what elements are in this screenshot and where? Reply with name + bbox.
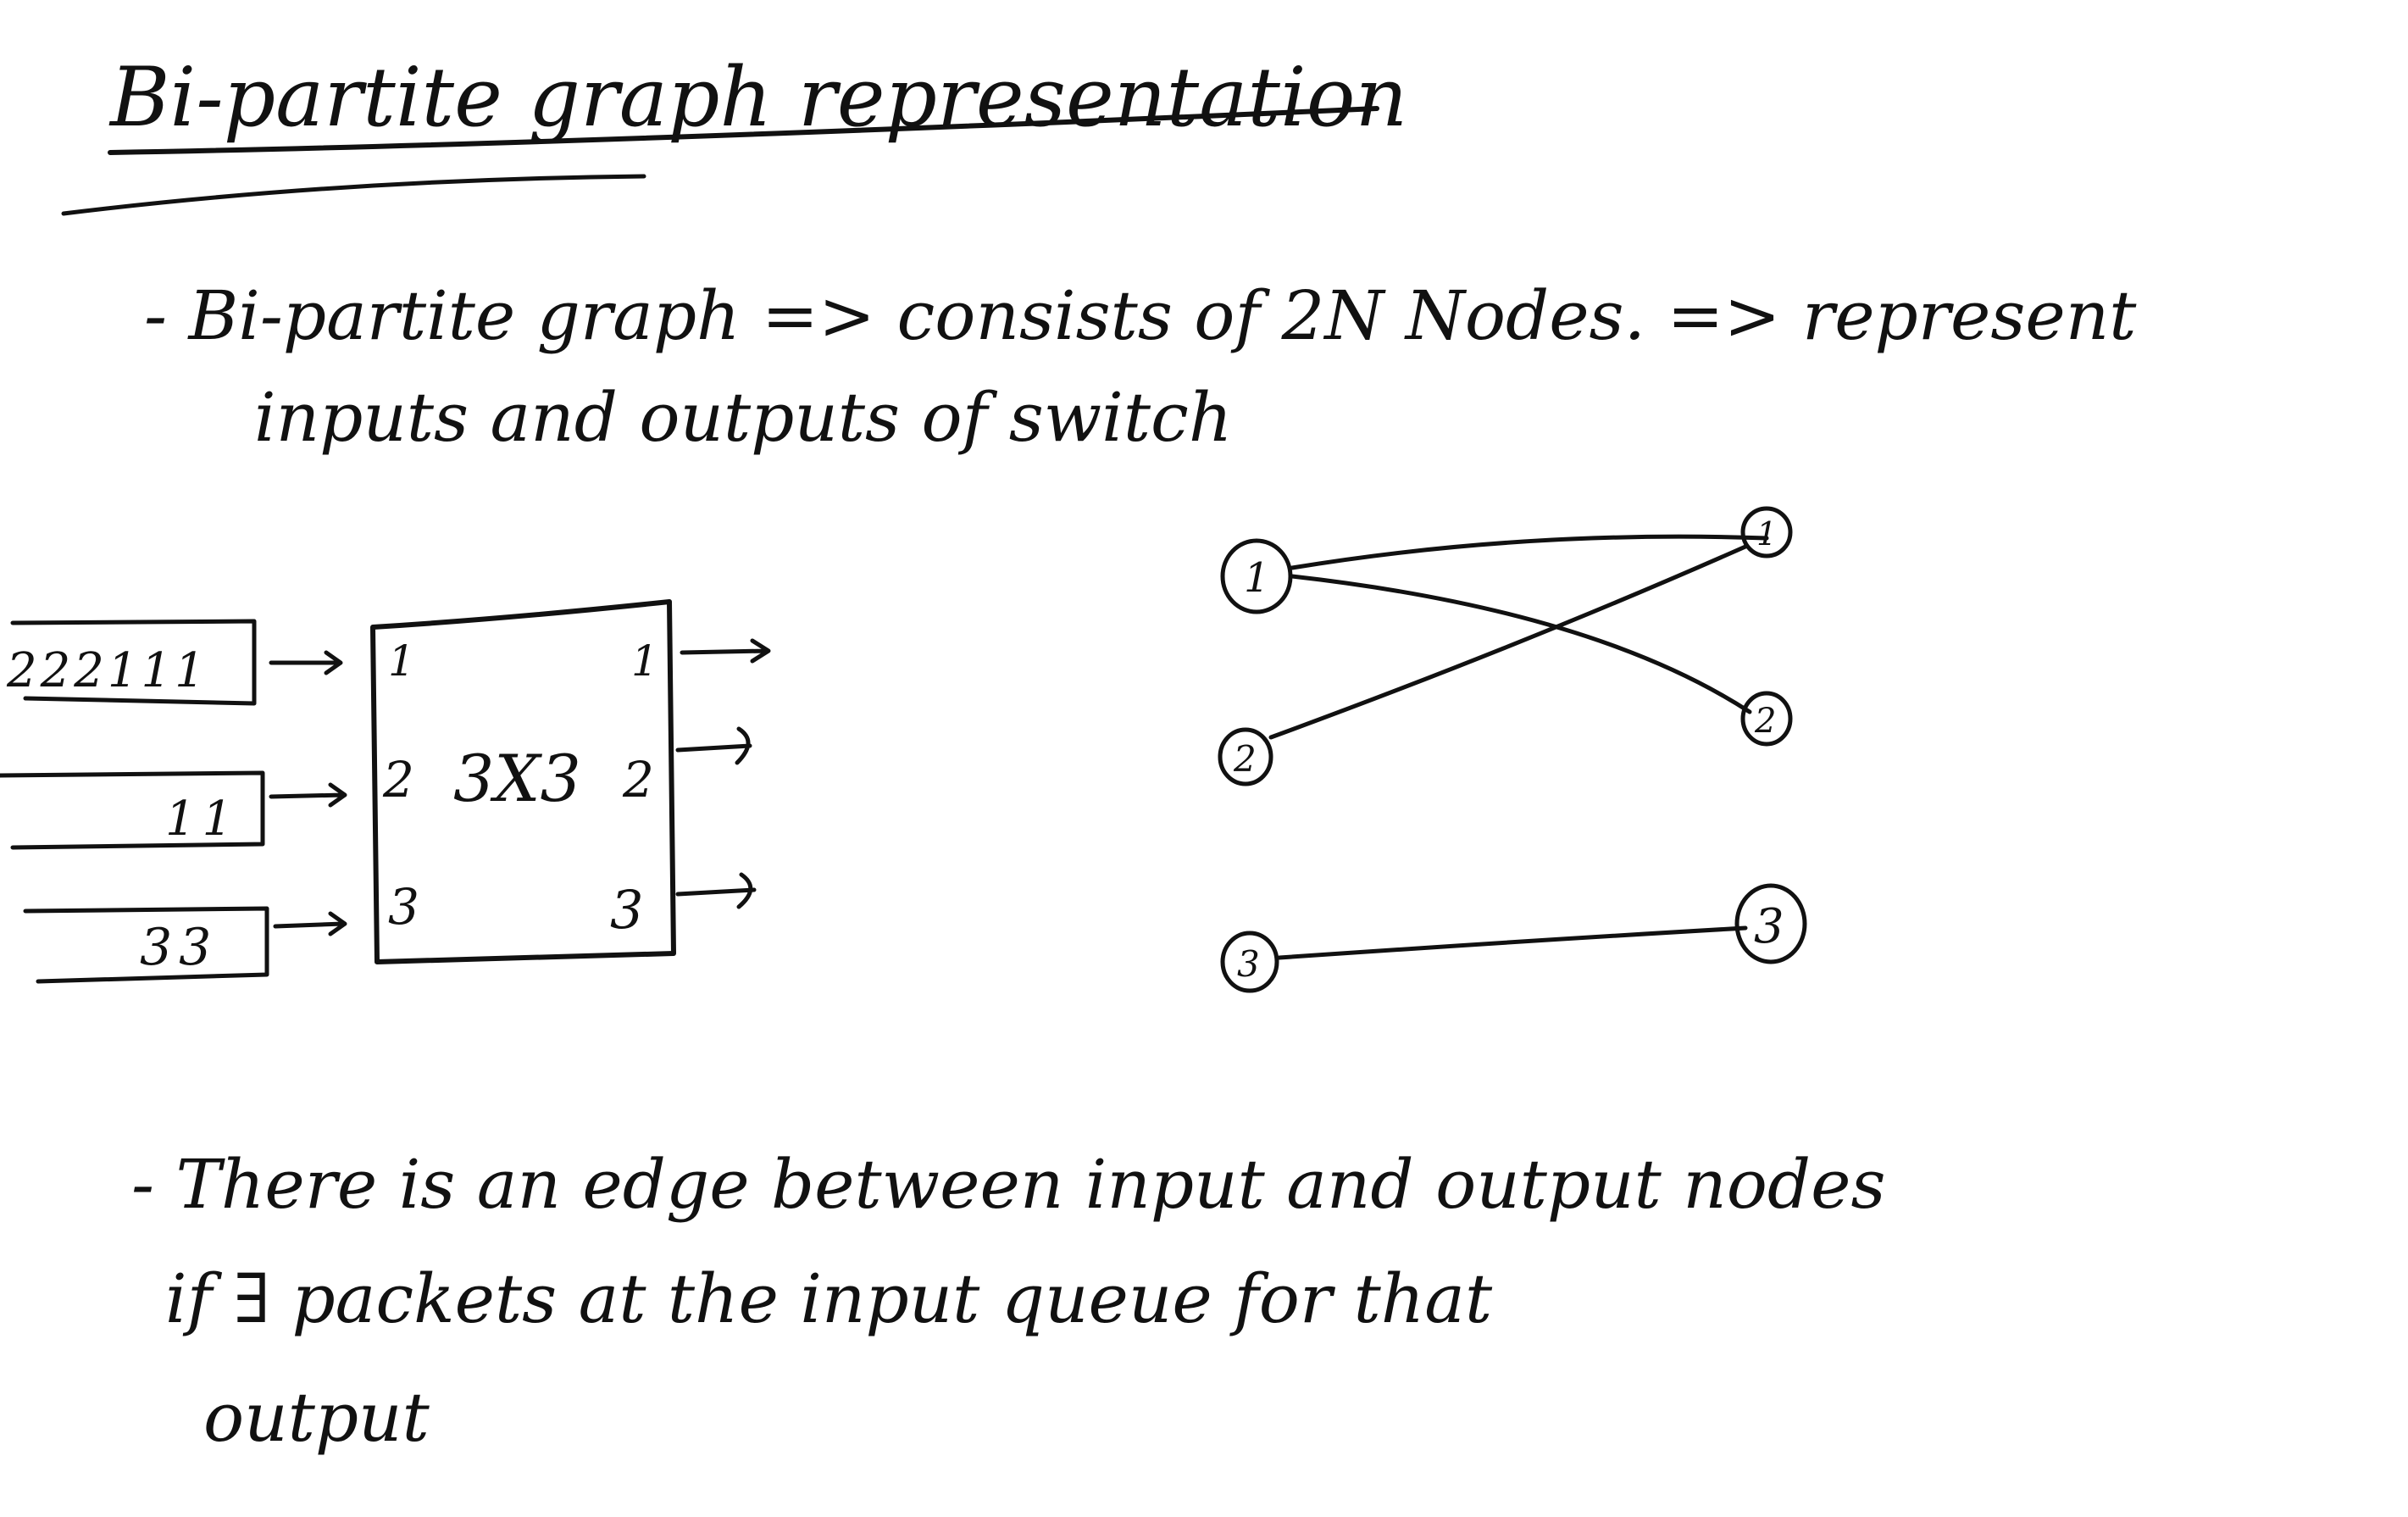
output-port-1: 1 — [631, 636, 658, 686]
input-port-1: 1 — [388, 636, 415, 686]
output-port-2: 2 — [623, 751, 654, 809]
arrow-in-3 — [275, 914, 345, 934]
bullet-1-line-1: - Bi-partite graph => consists of 2N Nodes. => represent — [144, 276, 2137, 355]
switch-diagram — [0, 602, 768, 981]
bullet-2-line-2: if ∃ packets at the input queue for that — [165, 1259, 1493, 1338]
edge-in1-out2 — [1292, 576, 1750, 712]
output-node-1-label: 1 — [1756, 515, 1778, 553]
input-node-3-label: 3 — [1237, 943, 1260, 985]
switch-size-label: 3X3 — [453, 741, 581, 816]
input-port-3: 3 — [388, 878, 419, 936]
arrow-out-2 — [678, 729, 750, 763]
queue-2-packets: 11 — [165, 792, 240, 847]
arrow-out-3 — [678, 875, 754, 907]
arrow-in-1 — [271, 653, 341, 673]
bullet-1-line-2: inputs and outputs of switch — [254, 378, 1233, 457]
input-node-1-label: 1 — [1244, 554, 1270, 602]
edge-in1-out1 — [1292, 536, 1767, 568]
bipartite-graph — [1220, 508, 1805, 991]
queue-3-packets: 33 — [140, 918, 219, 977]
edge-in2-out1 — [1271, 547, 1745, 737]
page-title: Bi-partite graph representation — [110, 50, 1408, 145]
arrow-in-2 — [271, 785, 345, 805]
output-port-3: 3 — [610, 879, 644, 941]
output-node-3-label: 3 — [1754, 899, 1784, 954]
bullet-2-line-1: - There is an edge between input and output nodes — [131, 1145, 1886, 1224]
input-node-2-label: 2 — [1234, 738, 1257, 780]
edge-in3-out3 — [1279, 928, 1745, 958]
output-node-2-label: 2 — [1755, 702, 1777, 741]
input-port-2: 2 — [383, 751, 414, 809]
queue-1-packets: 222111 — [7, 643, 208, 698]
arrow-out-1 — [682, 641, 768, 661]
section-divider — [64, 176, 644, 214]
bullet-2-line-3: output — [203, 1378, 430, 1457]
